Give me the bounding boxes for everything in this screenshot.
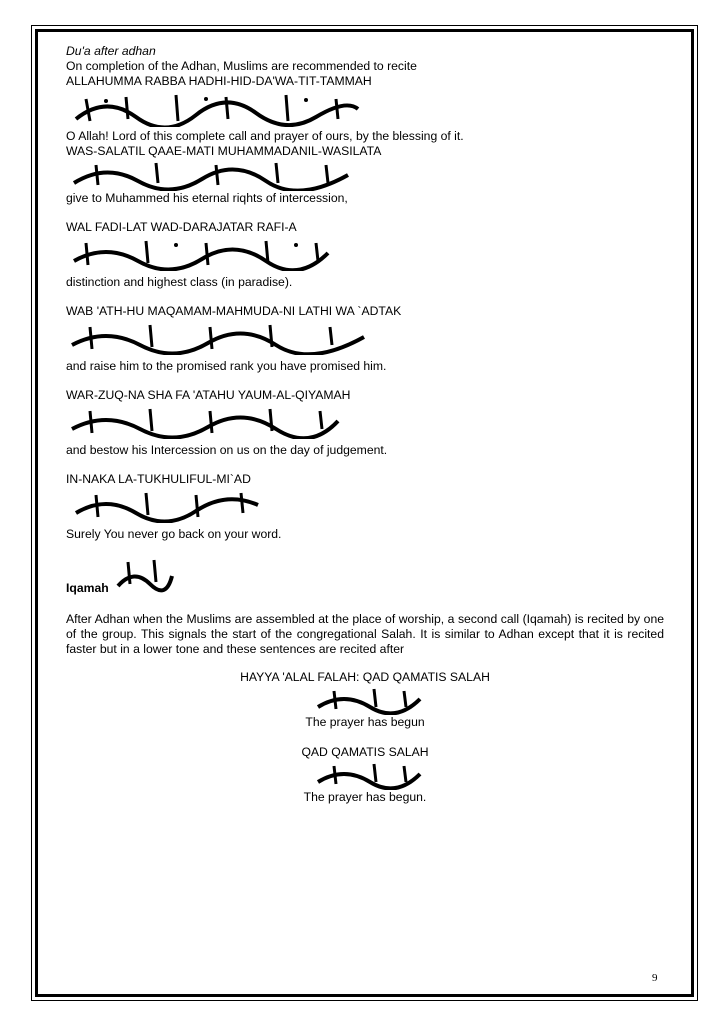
arabic-calligraphy-image: [66, 487, 664, 527]
arabic-calligraphy-image: [66, 685, 664, 715]
page-content: [66, 44, 664, 805]
verse-transliteration: WAS-SALATIL QAAE-MATI MUHAMMADANIL-WASILATA: [66, 144, 382, 158]
arabic-calligraphy-image: [66, 760, 664, 790]
verse-meaning: give to Muhammed his eternal riqhts of intercession,: [66, 191, 348, 205]
verse-meaning: Surely You never go back on your word.: [66, 527, 282, 541]
iqamah-meaning-2: The prayer has begun.: [303, 790, 427, 804]
page-number: 9: [652, 972, 658, 984]
iqamah-meaning-1: The prayer has begun: [305, 715, 425, 729]
verse-transliteration: WAR-ZUQ-NA SHA FA 'ATAHU YAUM-AL-QIYAMAH: [66, 388, 351, 402]
arabic-calligraphy-image: [66, 403, 664, 443]
verse-transliteration: WAB 'ATH-HU MAQAMAM-MAHMUDA-NI LATHI WA `ADTAK: [66, 304, 402, 318]
arabic-calligraphy-image: [66, 319, 664, 359]
verse-meaning: and bestow his Intercession on us on the day of judgement.: [66, 443, 388, 457]
iqamah-heading: [66, 556, 664, 598]
verse-transliteration: ALLAHUMMA RABBA HADHI-HID-DA'WA-TIT-TAMMAH: [66, 74, 372, 88]
arabic-calligraphy-image: [66, 159, 664, 191]
section-title: Du'a after adhan: [66, 44, 156, 58]
arabic-calligraphy-image: [66, 89, 664, 129]
verse-transliteration: WAL FADI-LAT WAD-DARAJATAR RAFI-A: [66, 220, 297, 234]
arabic-calligraphy-image: [114, 556, 174, 594]
verse-transliteration: IN-NAKA LA-TUKHULIFUL-MI`AD: [66, 472, 251, 486]
intro-text: On completion of the Adhan, Muslims are recommended to recite: [66, 59, 417, 73]
iqamah-paragraph: After Adhan when the Muslims are assembled at the place of worship, a second call (Iqamah) is recited by one of the group. This signals the start of the congregational Salah. It is similar to Adhan except that it is recited faster but in a lower tone and these sentences are recited after: [66, 612, 664, 656]
arabic-calligraphy-image: [66, 235, 664, 275]
iqamah-label: Iqamah: [66, 581, 109, 595]
verse-meaning: distinction and highest class (in paradise).: [66, 275, 293, 289]
verse-meaning: and raise him to the promised rank you have promised him.: [66, 359, 387, 373]
iqamah-line-2: QAD QAMATIS SALAH: [301, 745, 429, 759]
verse-meaning: O Allah! Lord of this complete call and prayer of ours, by the blessing of it.: [66, 129, 464, 143]
iqamah-line-1: HAYYA 'ALAL FALAH: QAD QAMATIS SALAH: [240, 670, 490, 684]
